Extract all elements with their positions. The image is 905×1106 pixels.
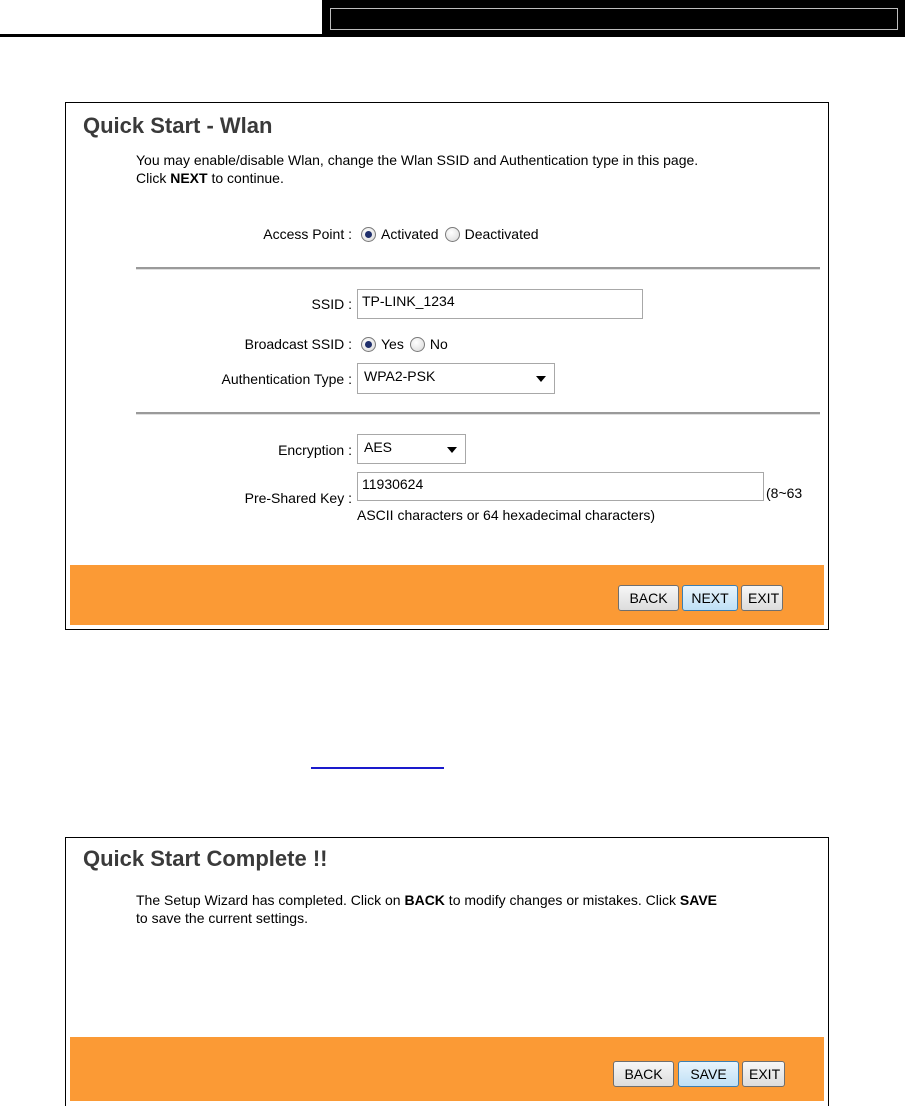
access-point-activated-label[interactable]: Activated: [381, 226, 439, 242]
broadcast-ssid-radio-group: [361, 336, 454, 352]
section-divider: [136, 267, 820, 270]
hyperlink-underline[interactable]: [311, 767, 444, 769]
page-title: Quick Start - Wlan: [83, 113, 273, 138]
desc-save-bold: SAVE: [679, 892, 717, 908]
header-bar-frame: [330, 8, 898, 30]
desc-continue-text: to continue.: [207, 170, 284, 186]
authentication-type-label: Authentication Type :: [221, 371, 352, 387]
broadcast-ssid-label: Broadcast SSID :: [244, 336, 352, 352]
broadcast-ssid-yes-label[interactable]: Yes: [381, 336, 404, 352]
pre-shared-key-input[interactable]: 11930624: [357, 472, 764, 501]
encryption-label: Encryption :: [278, 442, 352, 458]
exit-button[interactable]: EXIT: [742, 1061, 785, 1087]
back-button[interactable]: BACK: [613, 1061, 674, 1087]
desc-text-b: to modify changes or mistakes. Click: [444, 892, 680, 908]
wlan-description-line1: You may enable/disable Wlan, change the Wlan SSID and Authentication type in this page.: [136, 152, 699, 168]
next-button[interactable]: NEXT: [682, 585, 738, 611]
authentication-type-select[interactable]: [357, 363, 555, 394]
complete-description-line1: [136, 891, 816, 909]
wlan-description: [136, 151, 816, 187]
desc-back-bold: BACK: [404, 892, 445, 908]
complete-panel: [65, 837, 829, 1106]
encryption-value: AES: [364, 439, 393, 455]
authentication-type-value: WPA2-PSK: [364, 368, 436, 384]
access-point-deactivated-radio[interactable]: [445, 227, 460, 242]
button-bar: [70, 1037, 824, 1101]
back-button[interactable]: BACK: [618, 585, 679, 611]
access-point-radio-group: [361, 226, 545, 242]
page-title: Quick Start Complete !!: [83, 846, 328, 871]
button-bar: [70, 565, 824, 625]
encryption-select[interactable]: [357, 434, 466, 464]
broadcast-ssid-yes-radio[interactable]: [361, 337, 376, 352]
complete-description: [136, 891, 816, 927]
broadcast-ssid-no-label[interactable]: No: [429, 336, 448, 352]
ssid-label: SSID :: [311, 296, 352, 312]
complete-description-line2: to save the current settings.: [136, 910, 308, 926]
chevron-down-icon: [536, 376, 546, 382]
save-button[interactable]: SAVE: [678, 1061, 739, 1087]
wlan-panel: [65, 102, 829, 630]
broadcast-ssid-no-radio[interactable]: [410, 337, 425, 352]
pre-shared-key-label: Pre-Shared Key :: [244, 490, 352, 506]
chevron-down-icon: [447, 447, 457, 453]
header-rule: [0, 34, 322, 37]
section-divider: [136, 412, 820, 415]
access-point-activated-radio[interactable]: [361, 227, 376, 242]
access-point-label: Access Point :: [263, 226, 352, 242]
desc-click-text: Click: [136, 170, 171, 186]
pre-shared-key-hint-continued: ASCII characters or 64 hexadecimal characters): [357, 507, 656, 523]
pre-shared-key-hint: (8~63: [766, 485, 803, 501]
wlan-description-line2: [136, 169, 816, 187]
ssid-input[interactable]: TP-LINK_1234: [357, 289, 643, 319]
access-point-deactivated-label[interactable]: Deactivated: [464, 226, 539, 242]
exit-button[interactable]: EXIT: [741, 585, 783, 611]
desc-text-a: The Setup Wizard has completed. Click on: [136, 892, 405, 908]
desc-next-bold: NEXT: [170, 170, 208, 186]
